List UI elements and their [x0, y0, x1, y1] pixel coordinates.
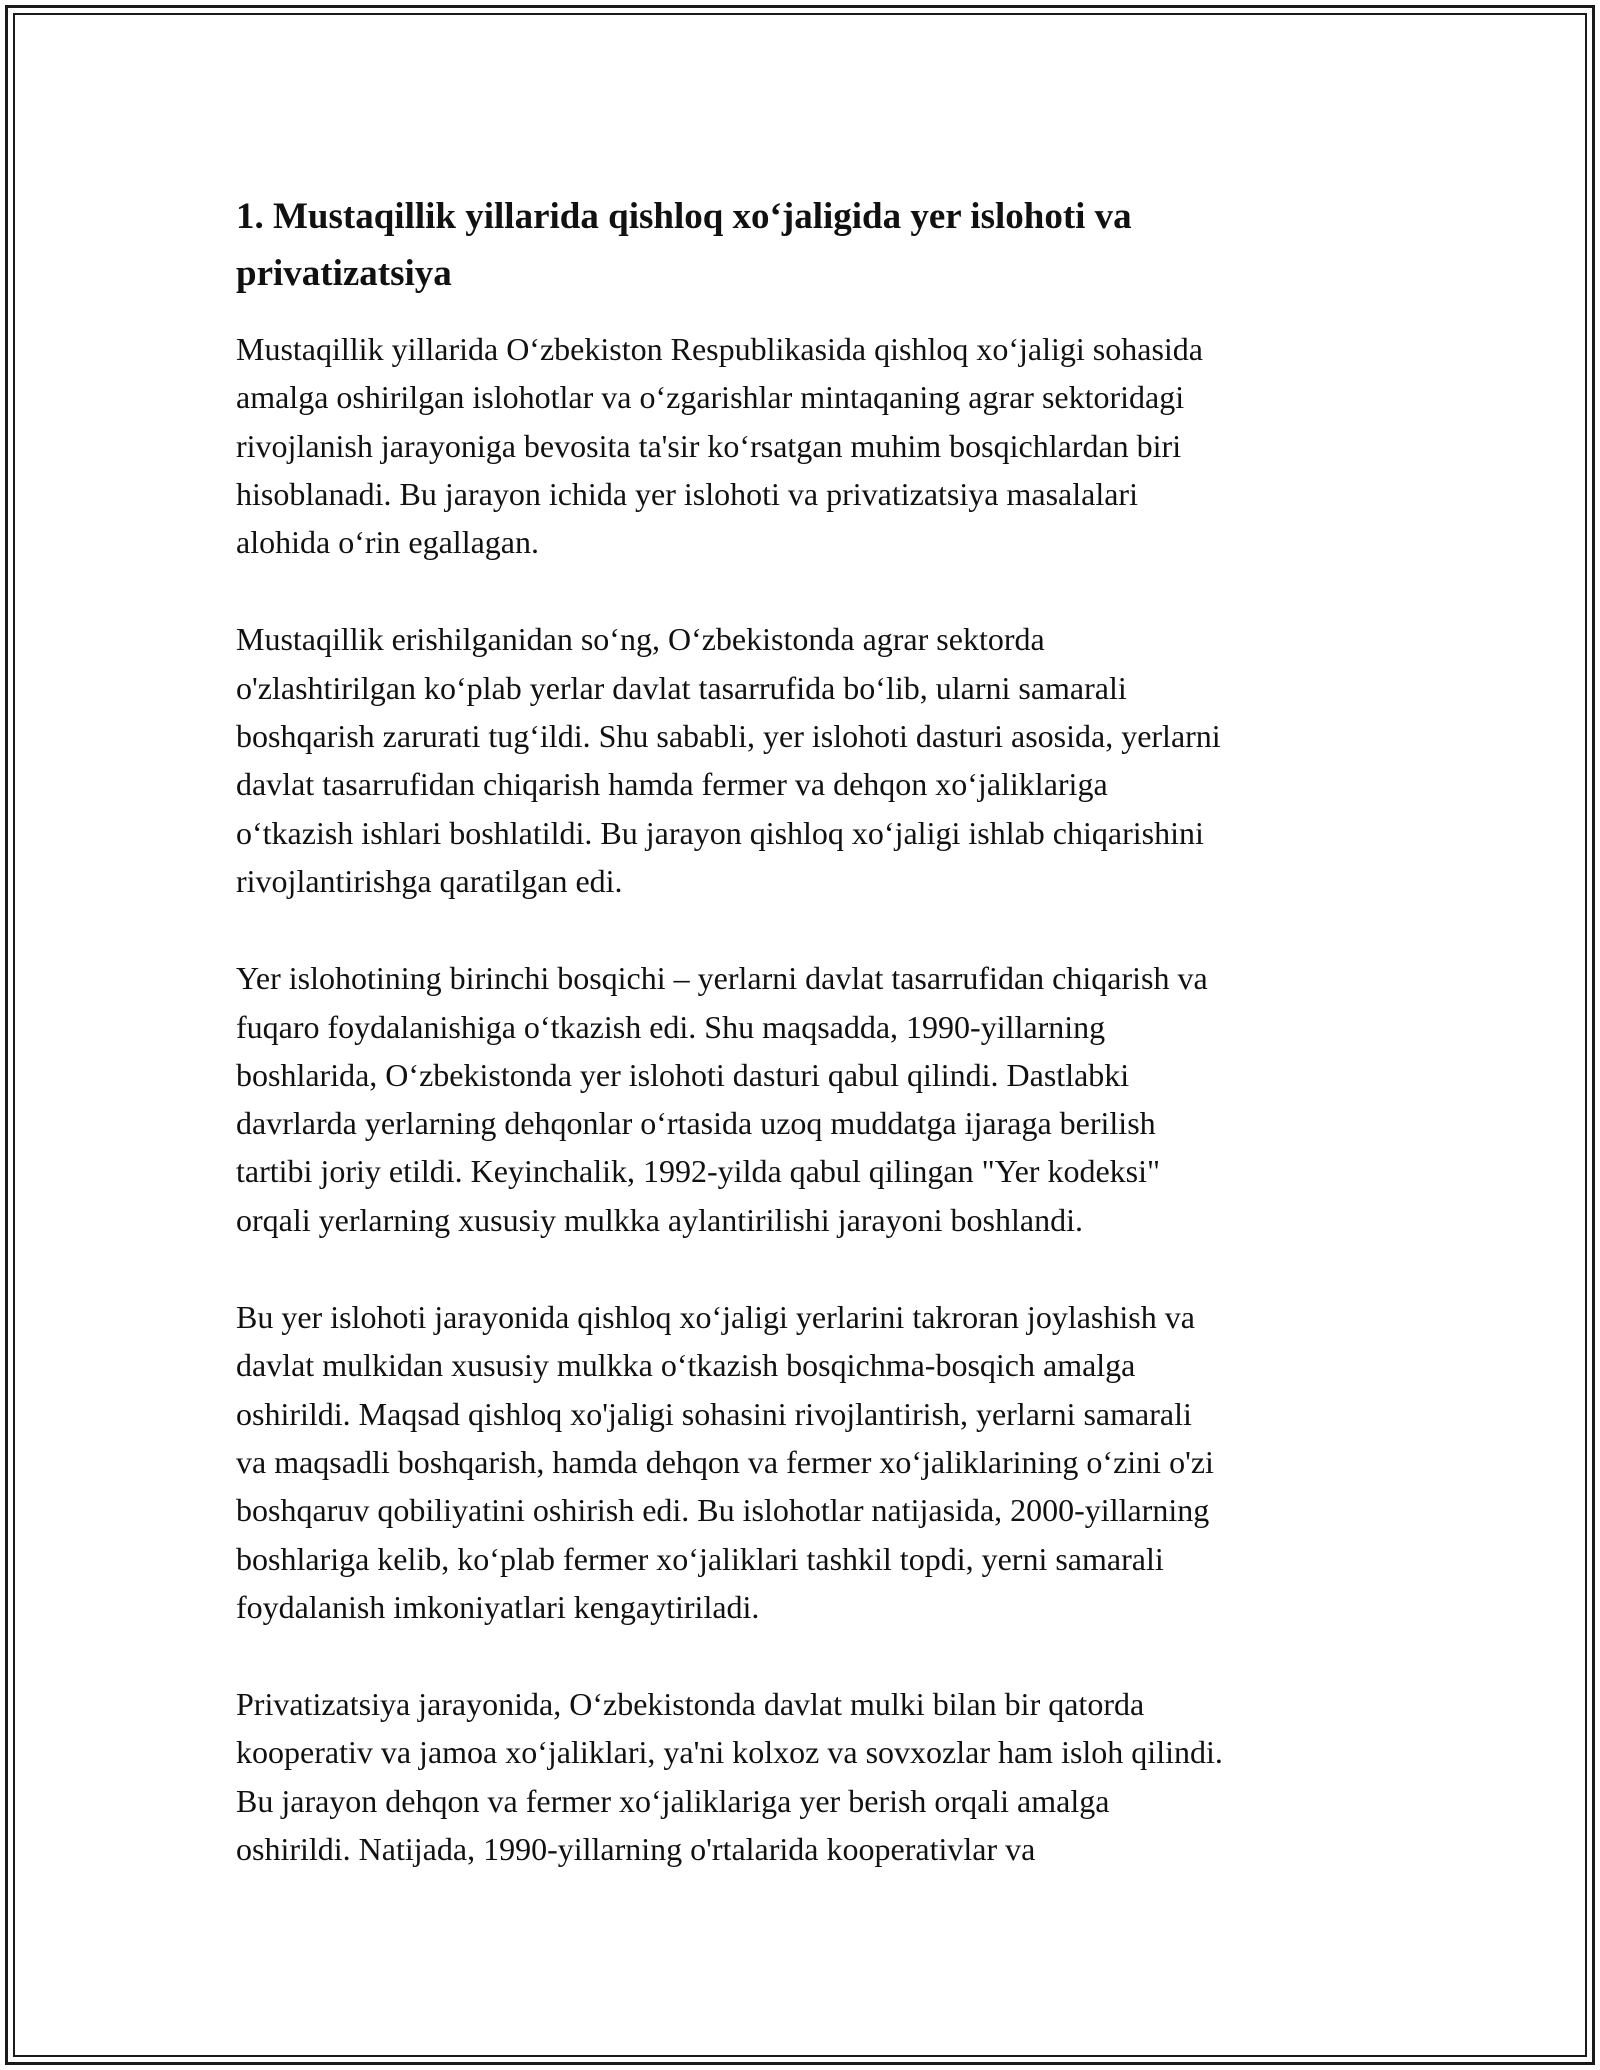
- text-line: amalga oshirilgan islohotlar va o‘zgarishlar mintaqaning agrar sektoridagi: [236, 379, 1185, 416]
- text-line: oshirildi. Maqsad qishloq xo'jaligi sohasini rivojlantirish, yerlarni samarali: [236, 1395, 1192, 1432]
- text-line: Mustaqillik erishilganidan so‘ng, O‘zbekistonda agrar sektorda: [236, 621, 1045, 658]
- text-line: fuqaro foydalanishiga o‘tkazish edi. Shu maqsadda, 1990-yillarning: [236, 1008, 1106, 1045]
- document-body: [236, 188, 1381, 1922]
- text-line: Yer islohotining birinchi bosqichi – yerlarni davlat tasarrufidan chiqarish va: [236, 960, 1208, 997]
- text-line: Bu jarayon dehqon va fermer xo‘jaliklariga yer berish orqali amalga: [236, 1782, 1110, 1819]
- paragraph-3: [236, 954, 1381, 1244]
- text-line: alohida o‘rin egallagan.: [236, 524, 539, 561]
- text-line: kooperativ va jamoa xo‘jaliklari, ya'ni kolxoz va sovxozlar ham isloh qilindi.: [236, 1734, 1223, 1771]
- text-line: rivojlanish jarayoniga bevosita ta'sir ko‘rsatgan muhim bosqichlardan biri: [236, 427, 1182, 464]
- paragraph-2: [236, 615, 1381, 905]
- text-line: davrlarda yerlarning dehqonlar o‘rtasida uzoq muddatga ijaraga berilish: [236, 1105, 1156, 1142]
- text-line: boshqarish zarurati tug‘ildi. Shu sababli, yer islohoti dasturi asosida, yerlarni: [236, 718, 1221, 755]
- text-line: foydalanish imkoniyatlari kengaytiriladi.: [236, 1588, 760, 1625]
- section-title: [236, 188, 1381, 302]
- text-line: Privatizatsiya jarayonida, O‘zbekistonda davlat mulki bilan bir qatorda: [236, 1686, 1145, 1723]
- text-line: oshirildi. Natijada, 1990-yillarning o'rtalarida kooperativlar va: [236, 1831, 1036, 1868]
- text-line: hisoblanadi. Bu jarayon ichida yer islohoti va privatizatsiya masalalari: [236, 475, 1138, 512]
- text-line: boshqaruv qobiliyatini oshirish edi. Bu islohotlar natijasida, 2000-yillarning: [236, 1492, 1210, 1529]
- paragraph-4: [236, 1293, 1381, 1631]
- text-line: Bu yer islohoti jarayonida qishloq xo‘jaligi yerlarini takroran joylashish va: [236, 1299, 1195, 1336]
- paragraph-5: [236, 1680, 1381, 1873]
- text-line: tartibi joriy etildi. Keyinchalik, 1992-yilda qabul qilingan "Yer kodeksi": [236, 1153, 1161, 1190]
- text-line: orqali yerlarning xususiy mulkka aylantirilishi jarayoni boshlandi.: [236, 1201, 1083, 1238]
- title-line: privatizatsiya: [236, 253, 452, 294]
- text-line: davlat mulkidan xususiy mulkka o‘tkazish bosqichma-bosqich amalga: [236, 1347, 1136, 1384]
- paragraph-1: [236, 325, 1381, 566]
- text-line: boshlariga kelib, ko‘plab fermer xo‘jaliklari tashkil topdi, yerni samarali: [236, 1540, 1164, 1577]
- text-line: o'zlashtirilgan ko‘plab yerlar davlat tasarrufida bo‘lib, ularni samarali: [236, 669, 1127, 706]
- text-line: rivojlantirishga qaratilgan edi.: [236, 862, 623, 899]
- text-line: Mustaqillik yillarida O‘zbekiston Respublikasida qishloq xo‘jaligi sohasida: [236, 331, 1203, 367]
- text-line: va maqsadli boshqarish, hamda dehqon va fermer xo‘jaliklarining o‘zini o'zi: [236, 1443, 1214, 1480]
- title-line: 1. Mustaqillik yillarida qishloq xo‘jaligida yer islohoti va: [236, 196, 1132, 237]
- text-line: davlat tasarrufidan chiqarish hamda fermer va dehqon xo‘jaliklariga: [236, 766, 1108, 803]
- text-line: o‘tkazish ishlari boshlatildi. Bu jarayon qishloq xo‘jaligi ishlab chiqarishini: [236, 814, 1204, 851]
- text-line: boshlarida, O‘zbekistonda yer islohoti dasturi qabul qilindi. Dastlabki: [236, 1056, 1130, 1093]
